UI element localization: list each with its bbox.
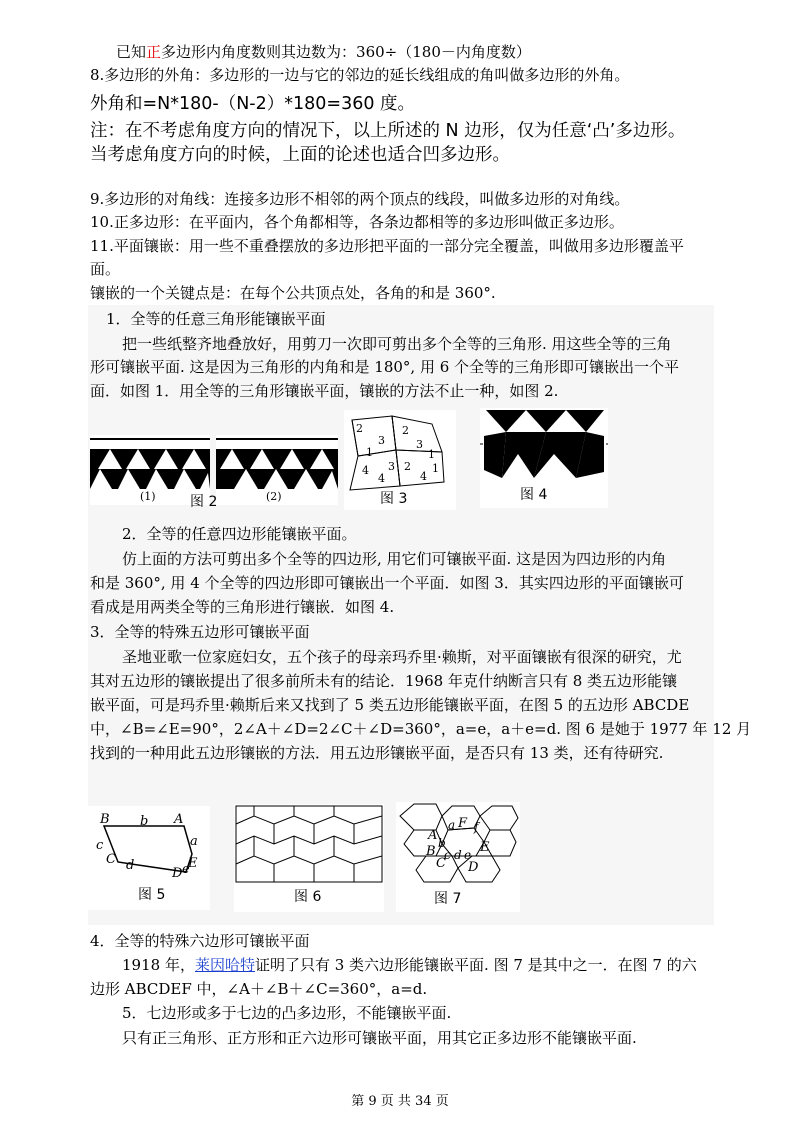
figure-4-caption: 图 4 (520, 487, 548, 503)
line-tiling-key-point: 镶嵌的一个关键点是：在每个公共顶点处，各角的和是 360°. (90, 284, 496, 302)
section-3-title: 3．全等的特殊五边形可镶嵌平面 (90, 623, 310, 641)
section-2-para: 仿上面的方法可剪出多个全等的四边形, 用它们可镶嵌平面. 这是因为四边形的内角 (122, 550, 667, 568)
figure-4-triangle-quad-tiling (480, 408, 608, 508)
section-4-title: 4．全等的特殊六边形可镶嵌平面 (90, 932, 310, 950)
highlight-text: 正 (146, 43, 162, 61)
figure-5-vertex-label: b (140, 814, 149, 829)
section-4-para (122, 955, 697, 975)
figure-3-number: 2 (404, 460, 411, 473)
section-1-para: 形可镶嵌平面. 这是因为三角形的内角和是 180°, 用 6 个全等的三角形即可镶嵌出一个平 (90, 358, 680, 376)
figure-5-vertex-label: C (106, 852, 116, 867)
figure-5-vertex-label: A (174, 812, 184, 827)
figure-7-caption: 图 7 (434, 891, 462, 907)
text: 证明了只有 3 类六边形能镶嵌平面. 图 7 是其中之一．在图 7 的六 (254, 956, 697, 974)
line-diagonal-def: 9.多边形的对角线：连接多边形不相邻的两个顶点的线段，叫做多边形的对角线。 (90, 190, 630, 208)
figure-7-vertex-label: b (438, 836, 446, 850)
line-tiling-def-cont: 面。 (90, 260, 121, 278)
section-3-para: 中，∠B=∠E=90°，2∠A＋∠D=2∠C＋∠D=360°，a=e，a＋e=d. 图 6 是她于 1977 年 12 月 (90, 720, 752, 738)
section-2-para: 和是 360°, 用 4 个全等的四边形即可镶嵌出一个平面．如图 3．其实四边形的平面镶嵌可 (90, 574, 684, 592)
figure-3-caption: 图 3 (380, 491, 408, 507)
section-5-title: 5．七边形或多于七边的凸多边形，不能镶嵌平面. (122, 1004, 452, 1022)
line-regular-polygon-def: 10.正多边形：在平面内，各个角都相等，各条边都相等的多边形叫做正多边形。 (90, 213, 624, 231)
figure-7-vertex-label: D (468, 860, 479, 875)
section-2-para: 看成是用两类全等的三角形进行镶嵌．如图 4. (90, 598, 395, 616)
figure-2-sub-label-1: (1) (140, 490, 156, 503)
figure-3-number: 4 (362, 464, 369, 477)
figure-5-pentagon (88, 806, 210, 910)
section-2-title: 2．全等的任意四边形能镶嵌平面。 (122, 525, 357, 543)
figure-7-vertex-label: d (454, 848, 462, 862)
figure-2-sub-label-2: (2) (266, 490, 282, 503)
figure-3-quad-tiling (344, 410, 456, 510)
section-1-para: 面．如图 1．用全等的三角形镶嵌平面，镶嵌的方法不止一种，如图 2. (90, 382, 559, 400)
section-1-para: 把一些纸整齐地叠放好，用剪刀一次即可剪出多个全等的三角形. 用这些全等的三角 (122, 335, 672, 353)
figure-6-pentagon-tiling (234, 804, 384, 912)
line-note-concave: 当考虑角度方向的时候，上面的论述也适合凹多边形。 (90, 145, 510, 165)
figure-7-vertex-label: C (436, 856, 446, 871)
figure-5-vertex-label: e (182, 862, 190, 877)
figure-7-vertex-label: F (458, 816, 468, 831)
page-footer: 第 9 页 共 34 页 (351, 1094, 449, 1109)
figure-7-vertex-label: A (428, 828, 438, 843)
section-3-para: 找到的一种用此五边形镶嵌的方法．用五边形镶嵌平面，是否只有 13 类，还有待研究. (90, 744, 664, 762)
figure-3-number: 1 (428, 448, 435, 461)
figure-7-vertex-label: c (444, 848, 451, 862)
reinhardt-link[interactable]: 莱因哈特 (194, 956, 255, 974)
figure-7-hexagon-tiling (396, 802, 520, 912)
figure-3-number: 2 (402, 424, 409, 437)
figure-5-caption: 图 5 (138, 887, 166, 903)
figure-5-vertex-label: B (100, 812, 110, 827)
figure-3-number: 3 (378, 434, 385, 447)
section-3-para: 嵌平面，可是玛乔里·赖斯后来又找到了 5 类五边形能镶嵌平面，在图 5 的五边形 ABCDE (90, 696, 690, 714)
figure-5-vertex-label: a (190, 834, 198, 849)
figure-3-number: 4 (420, 470, 427, 483)
figure-7-vertex-label: E (480, 840, 490, 855)
text: 已知 (116, 43, 147, 61)
figure-3-number: 2 (356, 422, 363, 435)
section-1-title: 1．全等的任意三角形能镶嵌平面 (106, 310, 326, 328)
figure-6-caption: 图 6 (294, 889, 322, 905)
line-exterior-angle-def: 8.多边形的外角：多边形的一边与它的邻边的延长线组成的角叫做多边形的外角。 (90, 66, 630, 84)
section-4-para: 边形 ABCDEF 中，∠A＋∠B＋∠C=360°，a=d. (90, 980, 428, 998)
figure-7-vertex-label: f (474, 820, 479, 834)
figure-2-caption: 图 2 (190, 494, 218, 510)
figure-7-vertex-label: a (448, 818, 456, 832)
figure-2-tiling-2 (216, 435, 338, 505)
figure-3-number: 3 (388, 460, 395, 473)
figure-5-vertex-label: c (96, 838, 104, 853)
line-inner-angle-formula (116, 42, 531, 62)
text: 1918 年， (122, 956, 195, 974)
line-exterior-sum: 外角和=N*180-（N-2）*180=360 度。 (90, 94, 416, 114)
figure-3-number: 4 (378, 472, 385, 485)
figure-5-vertex-label: D (172, 866, 183, 881)
figure-3-number: 1 (432, 462, 439, 475)
figure-3-number: 3 (416, 438, 423, 451)
figure-5-vertex-label: d (126, 858, 135, 873)
section-3-para: 圣地亚歌一位家庭妇女，五个孩子的母亲玛乔里·赖斯，对平面镶嵌有很深的研究，尤 (122, 648, 682, 666)
section-5-para: 只有正三角形、正方形和正六边形可镶嵌平面，用其它正多边形不能镶嵌平面. (122, 1029, 637, 1047)
figure-5-vertex-label: E (188, 856, 198, 871)
figure-3-number: 1 (366, 446, 373, 459)
figure-7-vertex-label: e (464, 848, 472, 862)
line-tiling-def: 11.平面镶嵌：用一些不重叠摆放的多边形把平面的一部分完全覆盖，叫做用多边形覆盖平 (90, 237, 684, 255)
figure-7-vertex-label: B (426, 844, 436, 859)
line-note-convex: 注：在不考虑角度方向的情况下，以上所述的 N 边形，仅为任意‘凸’多边形。 (90, 121, 686, 141)
section-3-para: 其对五边形的镶嵌提出了很多前所未有的结论．1968 年克什纳断言只有 8 类五边形能镶 (90, 672, 678, 690)
text: 多边形内角度数则其边数为：360÷（180－内角度数） (161, 43, 531, 61)
